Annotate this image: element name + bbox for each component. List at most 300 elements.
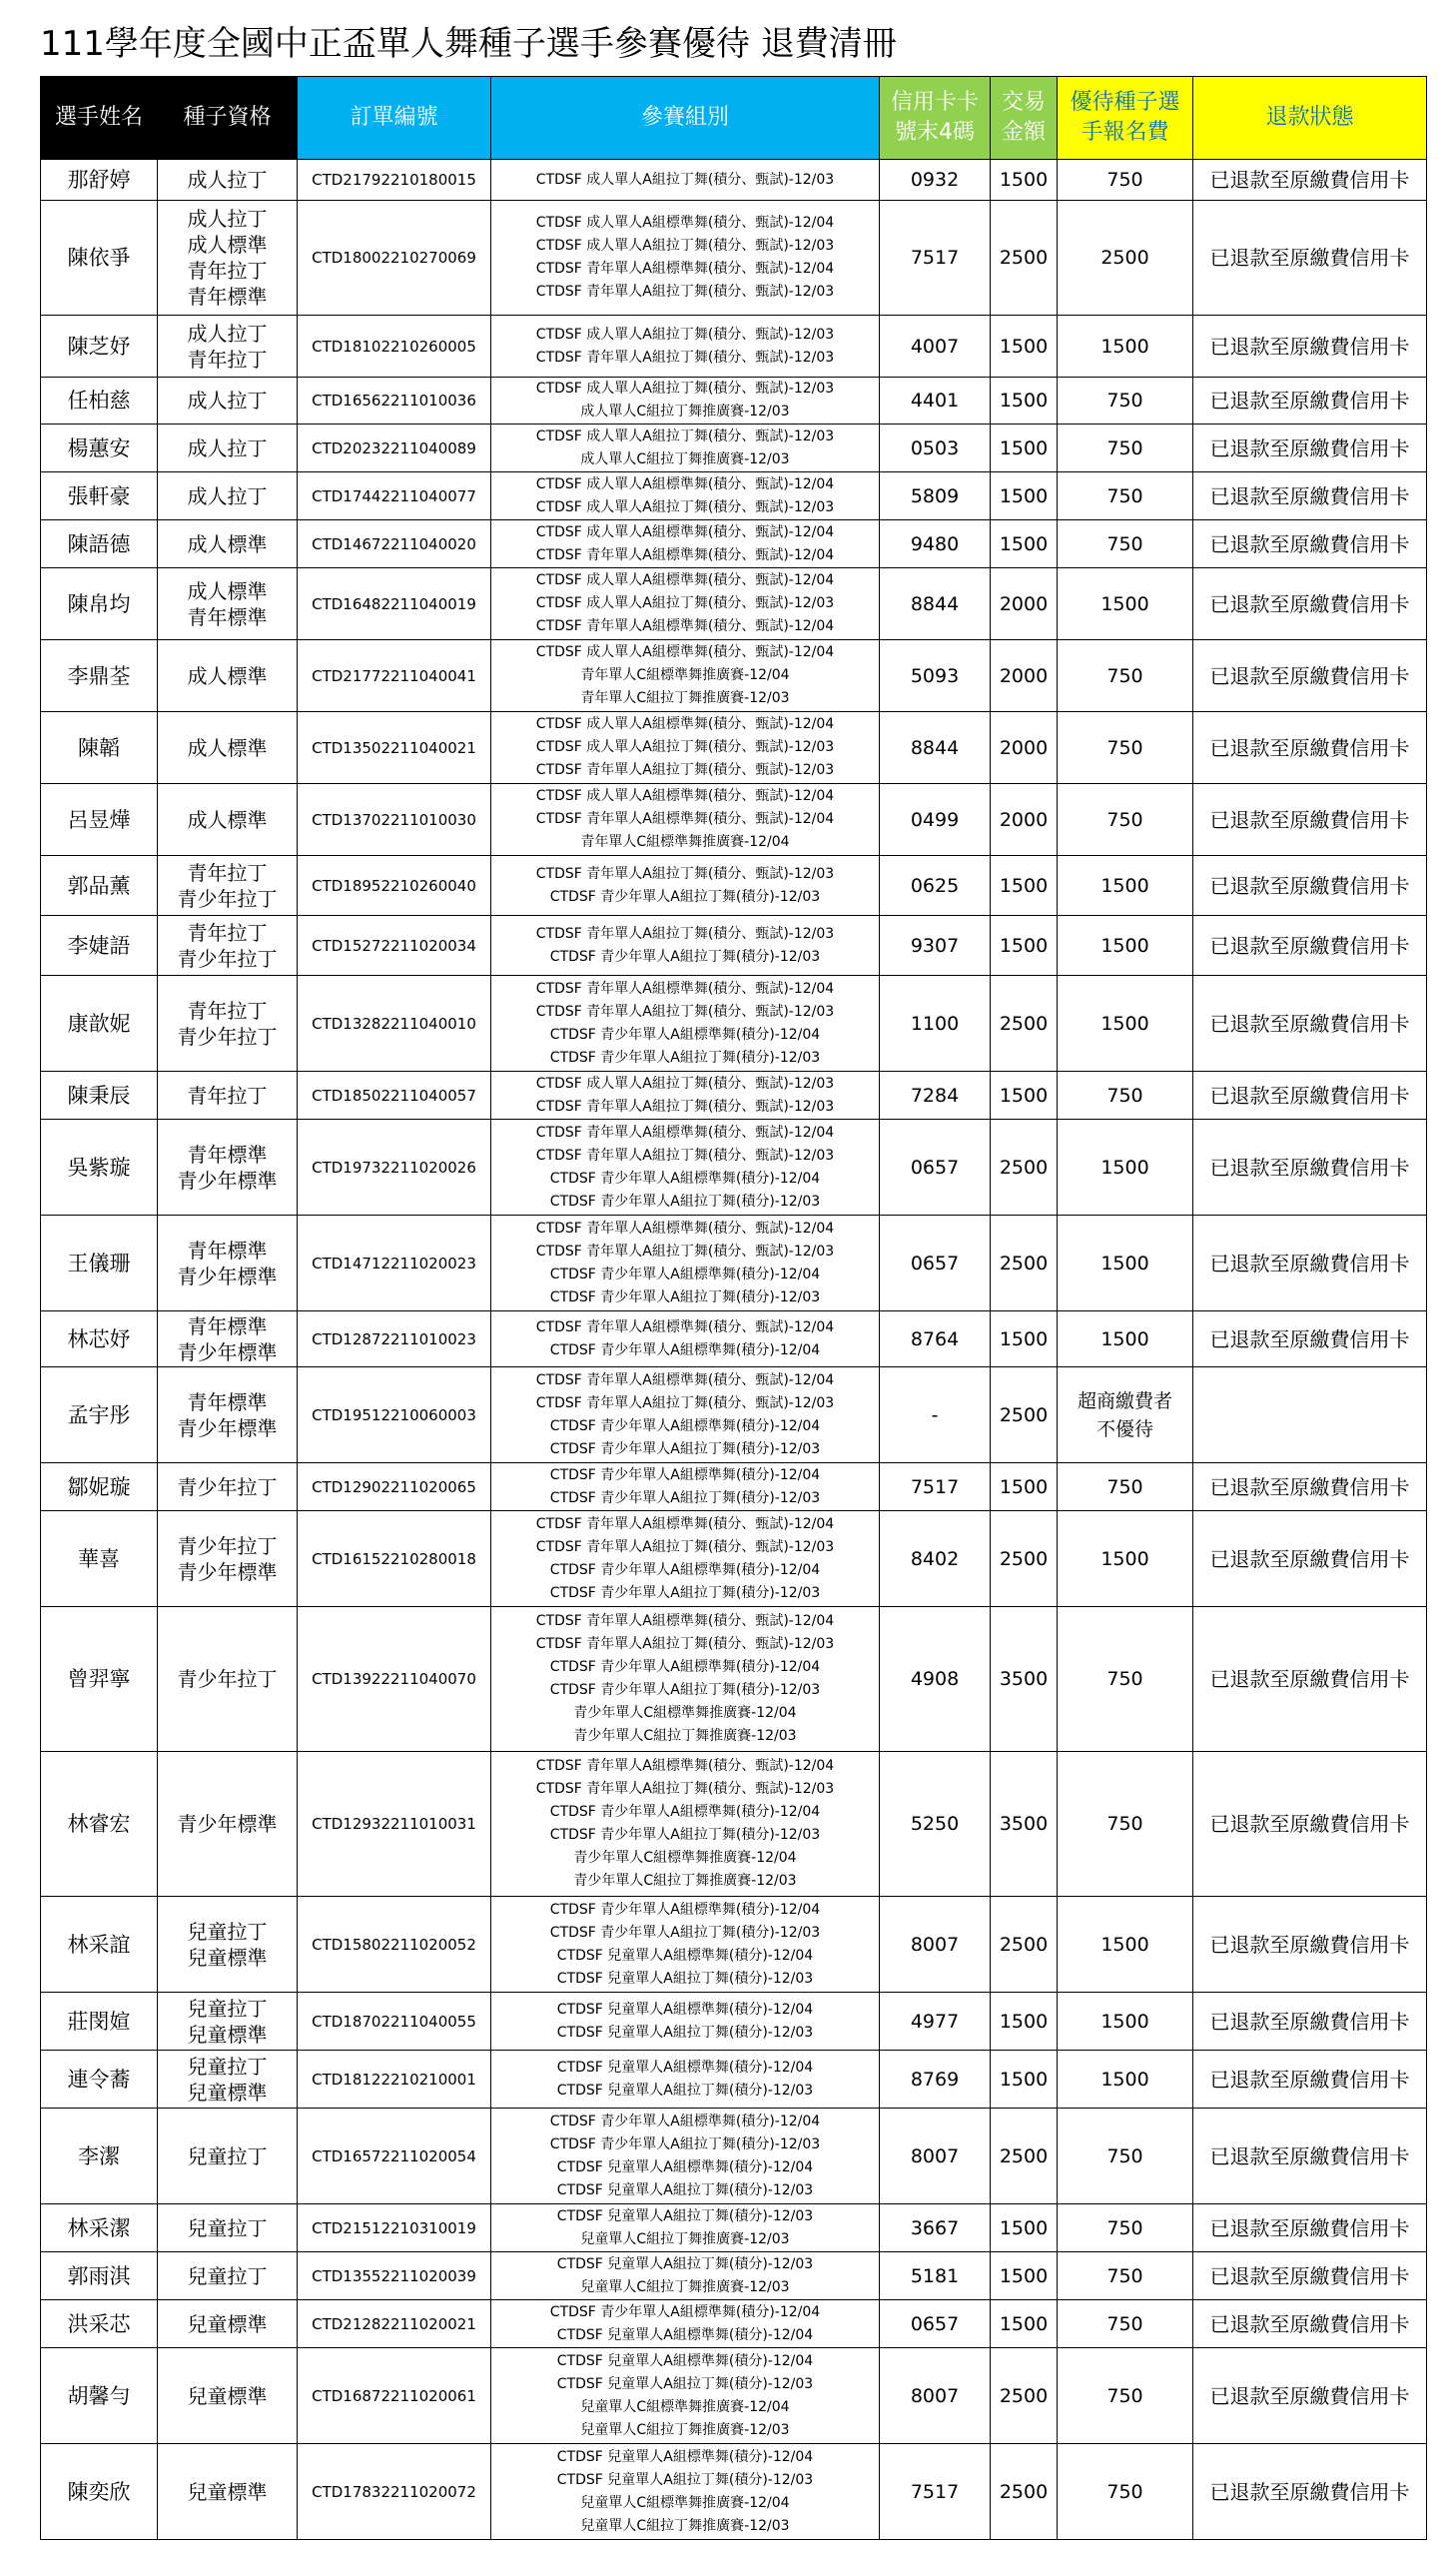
table-row bbox=[41, 1463, 1427, 1511]
player-name-cell: 曾羿寧 bbox=[41, 1607, 158, 1752]
group-line: CTDSF 青年單人A組標準舞(積分、甄試)-12/04 bbox=[535, 1758, 835, 1774]
table-row bbox=[41, 640, 1427, 712]
table-row bbox=[41, 2252, 1427, 2300]
refund-table bbox=[40, 76, 1427, 2540]
qualification-cell bbox=[158, 1607, 298, 1752]
fee-line: 1500 bbox=[1100, 1547, 1149, 1570]
card-last4-cell: 4977 bbox=[880, 1993, 991, 2051]
fee-cell bbox=[1058, 2300, 1193, 2348]
refund-status-cell: 已退款至原繳費信用卡 bbox=[1193, 2252, 1427, 2300]
table-row bbox=[41, 916, 1427, 976]
qualification-cell bbox=[158, 472, 298, 520]
refund-status-cell: 已退款至原繳費信用卡 bbox=[1193, 784, 1427, 856]
group-line: CTDSF 兒童單人A組標準舞(積分)-12/04 bbox=[556, 2059, 814, 2076]
card-last4-cell: 8402 bbox=[880, 1511, 991, 1607]
groups-cell bbox=[491, 160, 880, 201]
group-line: CTDSF 成人單人A組標準舞(積分、甄試)-12/04 bbox=[535, 215, 835, 231]
group-line: CTDSF 青年單人A組標準舞(積分、甄試)-12/04 bbox=[535, 1124, 835, 1141]
groups-cell bbox=[491, 712, 880, 784]
qualification-cell bbox=[158, 1367, 298, 1463]
player-name-cell: 李婕語 bbox=[41, 916, 158, 976]
refund-status-cell: 已退款至原繳費信用卡 bbox=[1193, 568, 1427, 640]
card-last4-cell: 8007 bbox=[880, 1897, 991, 1993]
fee-cell bbox=[1058, 1511, 1193, 1607]
table-row bbox=[41, 160, 1427, 201]
fee-line: 1500 bbox=[1100, 1327, 1149, 1350]
group-line: CTDSF 成人單人A組標準舞(積分、甄試)-12/04 bbox=[535, 475, 835, 492]
qualification-cell bbox=[158, 201, 298, 316]
group-line: 青少年單人C組標準舞推廣賽-12/04 bbox=[573, 1850, 797, 1866]
amount-cell: 2500 bbox=[991, 2109, 1058, 2204]
groups-cell bbox=[491, 1897, 880, 1993]
groups-cell bbox=[491, 2252, 880, 2300]
fee-cell bbox=[1058, 201, 1193, 316]
group-line: CTDSF 青少年單人A組標準舞(積分)-12/04 bbox=[549, 1901, 821, 1918]
amount-cell: 2000 bbox=[991, 712, 1058, 784]
player-name-cell: 王儀珊 bbox=[41, 1216, 158, 1311]
group-line: CTDSF 青少年單人A組拉丁舞(積分)-12/03 bbox=[549, 1682, 821, 1698]
order-no-cell: CTD16152210280018 bbox=[298, 1511, 491, 1607]
amount-cell: 1500 bbox=[991, 316, 1058, 378]
qualification-line: 兒童標準 bbox=[187, 2383, 268, 2408]
fee-line: 750 bbox=[1106, 1668, 1143, 1690]
fee-cell bbox=[1058, 425, 1193, 472]
card-last4-cell: 5809 bbox=[880, 472, 991, 520]
refund-status-cell: 已退款至原繳費信用卡 bbox=[1193, 1120, 1427, 1216]
groups-cell bbox=[491, 425, 880, 472]
group-line: 兒童單人C組拉丁舞推廣賽-12/03 bbox=[580, 2517, 790, 2534]
card-last4-cell: 8844 bbox=[880, 712, 991, 784]
qualification-line: 青少年標準 bbox=[177, 1559, 278, 1584]
fee-line: 750 bbox=[1106, 2216, 1143, 2239]
group-line: CTDSF 兒童單人A組拉丁舞(積分)-12/03 bbox=[556, 2181, 814, 2198]
table-row bbox=[41, 425, 1427, 472]
group-line: CTDSF 青年單人A組標準舞(積分、甄試)-12/04 bbox=[535, 811, 835, 827]
qualification-cell bbox=[158, 568, 298, 640]
table-row bbox=[41, 1897, 1427, 1993]
group-line: CTDSF 兒童單人A組標準舞(積分)-12/04 bbox=[556, 2001, 814, 2018]
amount-cell: 1500 bbox=[991, 1463, 1058, 1511]
group-line: CTDSF 兒童單人A組標準舞(積分)-12/04 bbox=[556, 1947, 814, 1964]
qualification-line: 兒童標準 bbox=[187, 2022, 268, 2047]
player-name-cell: 莊閔媗 bbox=[41, 1993, 158, 2051]
card-last4-cell: 9307 bbox=[880, 916, 991, 976]
fee-line: 750 bbox=[1106, 2264, 1143, 2287]
card-last4-cell: 8844 bbox=[880, 568, 991, 640]
group-line: CTDSF 兒童單人A組拉丁舞(積分)-12/03 bbox=[556, 2471, 814, 2488]
player-name-cell: 陳秉辰 bbox=[41, 1072, 158, 1120]
qualification-cell bbox=[158, 2051, 298, 2109]
fee-cell bbox=[1058, 1072, 1193, 1120]
order-no-cell: CTD14712211020023 bbox=[298, 1216, 491, 1311]
table-row bbox=[41, 2444, 1427, 2540]
fee-line: 750 bbox=[1106, 532, 1143, 555]
amount-cell: 1500 bbox=[991, 916, 1058, 976]
qualification-line: 成人標準 bbox=[187, 531, 268, 556]
table-row bbox=[41, 2348, 1427, 2444]
groups-cell bbox=[491, 2109, 880, 2204]
card-last4-cell: 5093 bbox=[880, 640, 991, 712]
group-line: 成人單人C組拉丁舞推廣賽-12/03 bbox=[580, 450, 790, 467]
group-line: CTDSF 兒童單人A組標準舞(積分)-12/04 bbox=[556, 2448, 814, 2465]
qualification-line: 青少年拉丁 bbox=[177, 946, 278, 971]
group-line: CTDSF 兒童單人A組拉丁舞(積分)-12/03 bbox=[556, 2024, 814, 2041]
group-line: 青少年單人C組拉丁舞推廣賽-12/03 bbox=[573, 1728, 797, 1744]
group-line: CTDSF 兒童單人A組標準舞(積分)-12/04 bbox=[556, 2352, 814, 2369]
qualification-line: 兒童標準 bbox=[187, 2080, 268, 2105]
group-line: CTDSF 青年單人A組拉丁舞(積分、甄試)-12/03 bbox=[535, 762, 835, 778]
fee-cell bbox=[1058, 378, 1193, 425]
amount-cell: 1500 bbox=[991, 1993, 1058, 2051]
groups-cell bbox=[491, 472, 880, 520]
qualification-line: 兒童拉丁 bbox=[187, 2143, 268, 2168]
fee-cell bbox=[1058, 2252, 1193, 2300]
group-line: CTDSF 青年單人A組拉丁舞(積分、甄試)-12/03 bbox=[535, 349, 835, 366]
player-name-cell: 楊蕙安 bbox=[41, 425, 158, 472]
fee-cell bbox=[1058, 856, 1193, 916]
refund-status-cell: 已退款至原繳費信用卡 bbox=[1193, 1752, 1427, 1897]
refund-status-cell: 已退款至原繳費信用卡 bbox=[1193, 1311, 1427, 1367]
qualification-line: 青少年標準 bbox=[177, 1339, 278, 1364]
qualification-line: 成人標準 bbox=[187, 735, 268, 760]
fee-line: 1500 bbox=[1100, 592, 1149, 615]
group-line: CTDSF 青年單人A組標準舞(積分、甄試)-12/04 bbox=[535, 261, 835, 277]
groups-cell bbox=[491, 1511, 880, 1607]
qualification-line: 兒童標準 bbox=[187, 2479, 268, 2504]
qualification-cell bbox=[158, 1120, 298, 1216]
group-line: CTDSF 青少年單人A組拉丁舞(積分)-12/03 bbox=[549, 1049, 821, 1066]
table-row bbox=[41, 856, 1427, 916]
table-row bbox=[41, 472, 1427, 520]
group-line: 成人單人C組拉丁舞推廣賽-12/03 bbox=[580, 404, 790, 420]
groups-cell bbox=[491, 1120, 880, 1216]
group-line: CTDSF 兒童單人A組拉丁舞(積分)-12/03 bbox=[556, 2082, 814, 2099]
player-name-cell: 林睿宏 bbox=[41, 1752, 158, 1897]
card-last4-cell: 3667 bbox=[880, 2204, 991, 2252]
fee-line: 750 bbox=[1106, 808, 1143, 831]
refund-status-cell: 已退款至原繳費信用卡 bbox=[1193, 856, 1427, 916]
qualification-cell bbox=[158, 712, 298, 784]
qualification-cell bbox=[158, 1463, 298, 1511]
card-last4-cell: 8007 bbox=[880, 2348, 991, 2444]
order-no-cell: CTD21512210310019 bbox=[298, 2204, 491, 2252]
fee-cell bbox=[1058, 2348, 1193, 2444]
amount-cell: 2000 bbox=[991, 784, 1058, 856]
amount-cell: 1500 bbox=[991, 2252, 1058, 2300]
group-line: CTDSF 青年單人A組拉丁舞(積分、甄試)-12/03 bbox=[535, 1098, 835, 1115]
card-last4-cell: 4401 bbox=[880, 378, 991, 425]
qualification-line: 青年標準 bbox=[187, 1389, 268, 1414]
card-last4-cell: 7517 bbox=[880, 201, 991, 316]
qualification-line: 兒童拉丁 bbox=[187, 2263, 268, 2288]
group-line: 青少年單人C組標準舞推廣賽-12/04 bbox=[573, 1705, 797, 1721]
order-no-cell: CTD16872211020061 bbox=[298, 2348, 491, 2444]
groups-cell bbox=[491, 378, 880, 425]
qualification-line: 青少年拉丁 bbox=[177, 1474, 278, 1499]
card-last4-cell: 7517 bbox=[880, 2444, 991, 2540]
amount-cell: 2500 bbox=[991, 976, 1058, 1072]
group-line: CTDSF 青少年單人A組拉丁舞(積分)-12/03 bbox=[549, 1288, 821, 1305]
table-row bbox=[41, 1072, 1427, 1120]
fee-cell bbox=[1058, 712, 1193, 784]
order-no-cell: CTD14672211040020 bbox=[298, 520, 491, 568]
groups-cell bbox=[491, 1072, 880, 1120]
fee-line: 1500 bbox=[1100, 1012, 1149, 1035]
qualification-cell bbox=[158, 856, 298, 916]
qualification-line: 成人標準 bbox=[187, 233, 268, 257]
qualification-cell bbox=[158, 2300, 298, 2348]
amount-cell: 2500 bbox=[991, 1216, 1058, 1311]
card-last4-cell: 1100 bbox=[880, 976, 991, 1072]
groups-cell bbox=[491, 976, 880, 1072]
card-last4-cell: 0657 bbox=[880, 1120, 991, 1216]
refund-status-cell: 已退款至原繳費信用卡 bbox=[1193, 1607, 1427, 1752]
qualification-cell bbox=[158, 2109, 298, 2204]
qualification-cell bbox=[158, 520, 298, 568]
fee-line: 1500 bbox=[1100, 1252, 1149, 1275]
order-no-cell: CTD19512210060003 bbox=[298, 1367, 491, 1463]
amount-cell: 1500 bbox=[991, 2204, 1058, 2252]
fee-line: 750 bbox=[1106, 1813, 1143, 1835]
group-line: CTDSF 青年單人A組拉丁舞(積分、甄試)-12/03 bbox=[535, 1147, 835, 1164]
qualification-line: 兒童拉丁 bbox=[187, 1919, 268, 1944]
refund-status-cell: 已退款至原繳費信用卡 bbox=[1193, 1897, 1427, 1993]
refund-status-cell: 已退款至原繳費信用卡 bbox=[1193, 640, 1427, 712]
player-name-cell: 胡馨勻 bbox=[41, 2348, 158, 2444]
card-last4-cell: 4007 bbox=[880, 316, 991, 378]
qualification-line: 成人拉丁 bbox=[187, 389, 268, 413]
amount-cell: 1500 bbox=[991, 160, 1058, 201]
groups-cell bbox=[491, 1311, 880, 1367]
player-name-cell: 郭雨淇 bbox=[41, 2252, 158, 2300]
order-no-cell: CTD21772211040041 bbox=[298, 640, 491, 712]
header-card-last4-line: 號末4碼 bbox=[895, 120, 975, 145]
group-line: CTDSF 青少年單人A組標準舞(積分)-12/04 bbox=[549, 1659, 821, 1675]
qualification-line: 成人拉丁 bbox=[187, 483, 268, 508]
table-row bbox=[41, 1311, 1427, 1367]
group-line: CTDSF 青年單人A組標準舞(積分、甄試)-12/04 bbox=[535, 1220, 835, 1237]
group-line: 青年單人C組標準舞推廣賽-12/04 bbox=[580, 834, 790, 850]
groups-cell bbox=[491, 916, 880, 976]
card-last4-cell: 8764 bbox=[880, 1311, 991, 1367]
qualification-cell bbox=[158, 1311, 298, 1367]
order-no-cell: CTD12872211010023 bbox=[298, 1311, 491, 1367]
amount-cell: 1500 bbox=[991, 472, 1058, 520]
player-name-cell: 郭品薰 bbox=[41, 856, 158, 916]
fee-cell bbox=[1058, 520, 1193, 568]
groups-cell bbox=[491, 640, 880, 712]
card-last4-cell: 0932 bbox=[880, 160, 991, 201]
order-no-cell: CTD12902211020065 bbox=[298, 1463, 491, 1511]
player-name-cell: 李鼎荃 bbox=[41, 640, 158, 712]
group-line: CTDSF 青少年單人A組拉丁舞(積分)-12/03 bbox=[549, 1827, 821, 1843]
header-name: 選手姓名 bbox=[41, 77, 158, 160]
amount-cell: 2500 bbox=[991, 2444, 1058, 2540]
amount-cell: 2500 bbox=[991, 1511, 1058, 1607]
amount-cell: 2000 bbox=[991, 640, 1058, 712]
group-line: CTDSF 青少年單人A組標準舞(積分)-12/04 bbox=[549, 1170, 821, 1187]
header-fee-line: 優待種子選 bbox=[1070, 90, 1180, 115]
player-name-cell: 洪采芯 bbox=[41, 2300, 158, 2348]
amount-cell: 1500 bbox=[991, 520, 1058, 568]
amount-cell: 1500 bbox=[991, 378, 1058, 425]
fee-cell bbox=[1058, 1897, 1193, 1993]
card-last4-cell: 7517 bbox=[880, 1463, 991, 1511]
table-row bbox=[41, 2109, 1427, 2204]
refund-status-cell: 已退款至原繳費信用卡 bbox=[1193, 201, 1427, 316]
group-line: CTDSF 兒童單人A組拉丁舞(積分)-12/03 bbox=[556, 2375, 814, 2392]
group-line: CTDSF 青年單人A組標準舞(積分、甄試)-12/04 bbox=[535, 1515, 835, 1532]
fee-cell bbox=[1058, 976, 1193, 1072]
group-line: CTDSF 青年單人A組標準舞(積分、甄試)-12/04 bbox=[535, 1318, 835, 1335]
player-name-cell: 孟宇彤 bbox=[41, 1367, 158, 1463]
qualification-line: 青少年標準 bbox=[177, 1168, 278, 1193]
card-last4-cell: 7284 bbox=[880, 1072, 991, 1120]
header-amount bbox=[991, 77, 1058, 160]
player-name-cell: 陳帛均 bbox=[41, 568, 158, 640]
group-line: CTDSF 青少年單人A組標準舞(積分)-12/04 bbox=[549, 1804, 821, 1820]
order-no-cell: CTD13922211040070 bbox=[298, 1607, 491, 1752]
fee-line: 750 bbox=[1106, 2384, 1143, 2407]
player-name-cell: 陳語德 bbox=[41, 520, 158, 568]
refund-status-cell bbox=[1193, 1367, 1427, 1463]
fee-line: 1500 bbox=[1100, 1933, 1149, 1956]
fee-cell bbox=[1058, 1367, 1193, 1463]
qualification-cell bbox=[158, 160, 298, 201]
player-name-cell: 陳奕欣 bbox=[41, 2444, 158, 2540]
qualification-line: 青年拉丁 bbox=[187, 920, 268, 945]
groups-cell bbox=[491, 520, 880, 568]
group-line: CTDSF 兒童單人A組拉丁舞(積分)-12/03 bbox=[556, 1970, 814, 1987]
player-name-cell: 林采誼 bbox=[41, 1897, 158, 1993]
qualification-cell bbox=[158, 316, 298, 378]
group-line: CTDSF 成人單人A組拉丁舞(積分、甄試)-12/03 bbox=[535, 595, 835, 611]
qualification-line: 青少年拉丁 bbox=[177, 1024, 278, 1049]
fee-cell bbox=[1058, 1607, 1193, 1752]
refund-status-cell: 已退款至原繳費信用卡 bbox=[1193, 1216, 1427, 1311]
qualification-line: 成人拉丁 bbox=[187, 207, 268, 231]
header-amount-line: 金額 bbox=[1001, 120, 1046, 145]
fee-line: 750 bbox=[1106, 736, 1143, 759]
refund-status-cell: 已退款至原繳費信用卡 bbox=[1193, 2109, 1427, 2204]
table-row bbox=[41, 976, 1427, 1072]
qualification-cell bbox=[158, 1511, 298, 1607]
fee-line: 750 bbox=[1106, 484, 1143, 507]
header-amount-line: 交易 bbox=[1001, 90, 1046, 115]
card-last4-cell: 8769 bbox=[880, 2051, 991, 2109]
amount-cell: 3500 bbox=[991, 1752, 1058, 1897]
qualification-cell bbox=[158, 1993, 298, 2051]
table-row bbox=[41, 1752, 1427, 1897]
groups-cell bbox=[491, 201, 880, 316]
refund-status-cell: 已退款至原繳費信用卡 bbox=[1193, 1993, 1427, 2051]
group-line: CTDSF 成人單人A組拉丁舞(積分、甄試)-12/03 bbox=[535, 381, 835, 397]
header-card-last4 bbox=[880, 77, 991, 160]
qualification-cell bbox=[158, 378, 298, 425]
qualification-line: 成人標準 bbox=[187, 807, 268, 832]
qualification-cell bbox=[158, 1752, 298, 1897]
groups-cell bbox=[491, 2300, 880, 2348]
order-no-cell: CTD18122210210001 bbox=[298, 2051, 491, 2109]
player-name-cell: 李潔 bbox=[41, 2109, 158, 2204]
player-name-cell: 陳芝妤 bbox=[41, 316, 158, 378]
card-last4-cell: 0625 bbox=[880, 856, 991, 916]
qualification-cell bbox=[158, 1216, 298, 1311]
group-line: CTDSF 成人單人A組標準舞(積分、甄試)-12/04 bbox=[535, 644, 835, 660]
amount-cell: 1500 bbox=[991, 1311, 1058, 1367]
header-qualification: 種子資格 bbox=[158, 77, 298, 160]
fee-cell bbox=[1058, 640, 1193, 712]
order-no-cell: CTD16572211020054 bbox=[298, 2109, 491, 2204]
refund-status-cell: 已退款至原繳費信用卡 bbox=[1193, 378, 1427, 425]
groups-cell bbox=[491, 2204, 880, 2252]
qualification-line: 兒童拉丁 bbox=[187, 2215, 268, 2240]
order-no-cell: CTD20232211040089 bbox=[298, 425, 491, 472]
group-line: CTDSF 青少年單人A組拉丁舞(積分)-12/03 bbox=[549, 1440, 821, 1457]
group-line: CTDSF 青年單人A組標準舞(積分、甄試)-12/04 bbox=[535, 1371, 835, 1388]
player-name-cell: 吳紫璇 bbox=[41, 1120, 158, 1216]
groups-cell bbox=[491, 568, 880, 640]
qualification-cell bbox=[158, 425, 298, 472]
qualification-line: 兒童標準 bbox=[187, 1945, 268, 1970]
amount-cell: 2500 bbox=[991, 1120, 1058, 1216]
group-line: CTDSF 青少年單人A組拉丁舞(積分)-12/03 bbox=[549, 1489, 821, 1506]
table-row bbox=[41, 1367, 1427, 1463]
groups-cell bbox=[491, 1993, 880, 2051]
group-line: CTDSF 青年單人A組拉丁舞(積分、甄試)-12/03 bbox=[535, 865, 835, 882]
amount-cell: 3500 bbox=[991, 1607, 1058, 1752]
fee-cell bbox=[1058, 1993, 1193, 2051]
qualification-line: 成人拉丁 bbox=[187, 435, 268, 460]
fee-cell bbox=[1058, 2109, 1193, 2204]
order-no-cell: CTD18702211040055 bbox=[298, 1993, 491, 2051]
order-no-cell: CTD13552211020039 bbox=[298, 2252, 491, 2300]
fee-cell bbox=[1058, 2051, 1193, 2109]
fee-line: 超商繳費者 bbox=[1077, 1389, 1172, 1412]
group-line: CTDSF 兒童單人A組標準舞(積分)-12/04 bbox=[556, 2326, 814, 2343]
qualification-cell bbox=[158, 2252, 298, 2300]
qualification-line: 青少年標準 bbox=[177, 1264, 278, 1288]
card-last4-cell: 8007 bbox=[880, 2109, 991, 2204]
group-line: CTDSF 青少年單人A組標準舞(積分)-12/04 bbox=[549, 2113, 821, 2129]
refund-status-cell: 已退款至原繳費信用卡 bbox=[1193, 425, 1427, 472]
refund-status-cell: 已退款至原繳費信用卡 bbox=[1193, 1072, 1427, 1120]
qualification-line: 兒童標準 bbox=[187, 2311, 268, 2336]
group-line: CTDSF 成人單人A組拉丁舞(積分、甄試)-12/03 bbox=[535, 1075, 835, 1092]
order-no-cell: CTD13282211040010 bbox=[298, 976, 491, 1072]
refund-status-cell: 已退款至原繳費信用卡 bbox=[1193, 2300, 1427, 2348]
order-no-cell: CTD16482211040019 bbox=[298, 568, 491, 640]
card-last4-cell: - bbox=[880, 1367, 991, 1463]
player-name-cell: 鄒妮璇 bbox=[41, 1463, 158, 1511]
qualification-line: 青少年標準 bbox=[177, 1415, 278, 1440]
group-line: CTDSF 青年單人A組拉丁舞(積分、甄試)-12/03 bbox=[535, 925, 835, 942]
group-line: CTDSF 青少年單人A組拉丁舞(積分)-12/03 bbox=[549, 2135, 821, 2152]
group-line: CTDSF 成人單人A組標準舞(積分、甄試)-12/04 bbox=[535, 572, 835, 588]
qualification-cell bbox=[158, 1072, 298, 1120]
card-last4-cell: 0499 bbox=[880, 784, 991, 856]
qualification-line: 青年標準 bbox=[187, 1313, 268, 1338]
table-row bbox=[41, 316, 1427, 378]
qualification-line: 成人拉丁 bbox=[187, 168, 268, 192]
group-line: CTDSF 青年單人A組拉丁舞(積分、甄試)-12/03 bbox=[535, 1003, 835, 1020]
qualification-line: 青年標準 bbox=[187, 604, 268, 629]
fee-cell bbox=[1058, 568, 1193, 640]
order-no-cell: CTD21792210180015 bbox=[298, 160, 491, 201]
card-last4-cell: 0657 bbox=[880, 2300, 991, 2348]
group-line: 兒童單人C組拉丁舞推廣賽-12/03 bbox=[580, 2421, 790, 2438]
fee-cell bbox=[1058, 160, 1193, 201]
